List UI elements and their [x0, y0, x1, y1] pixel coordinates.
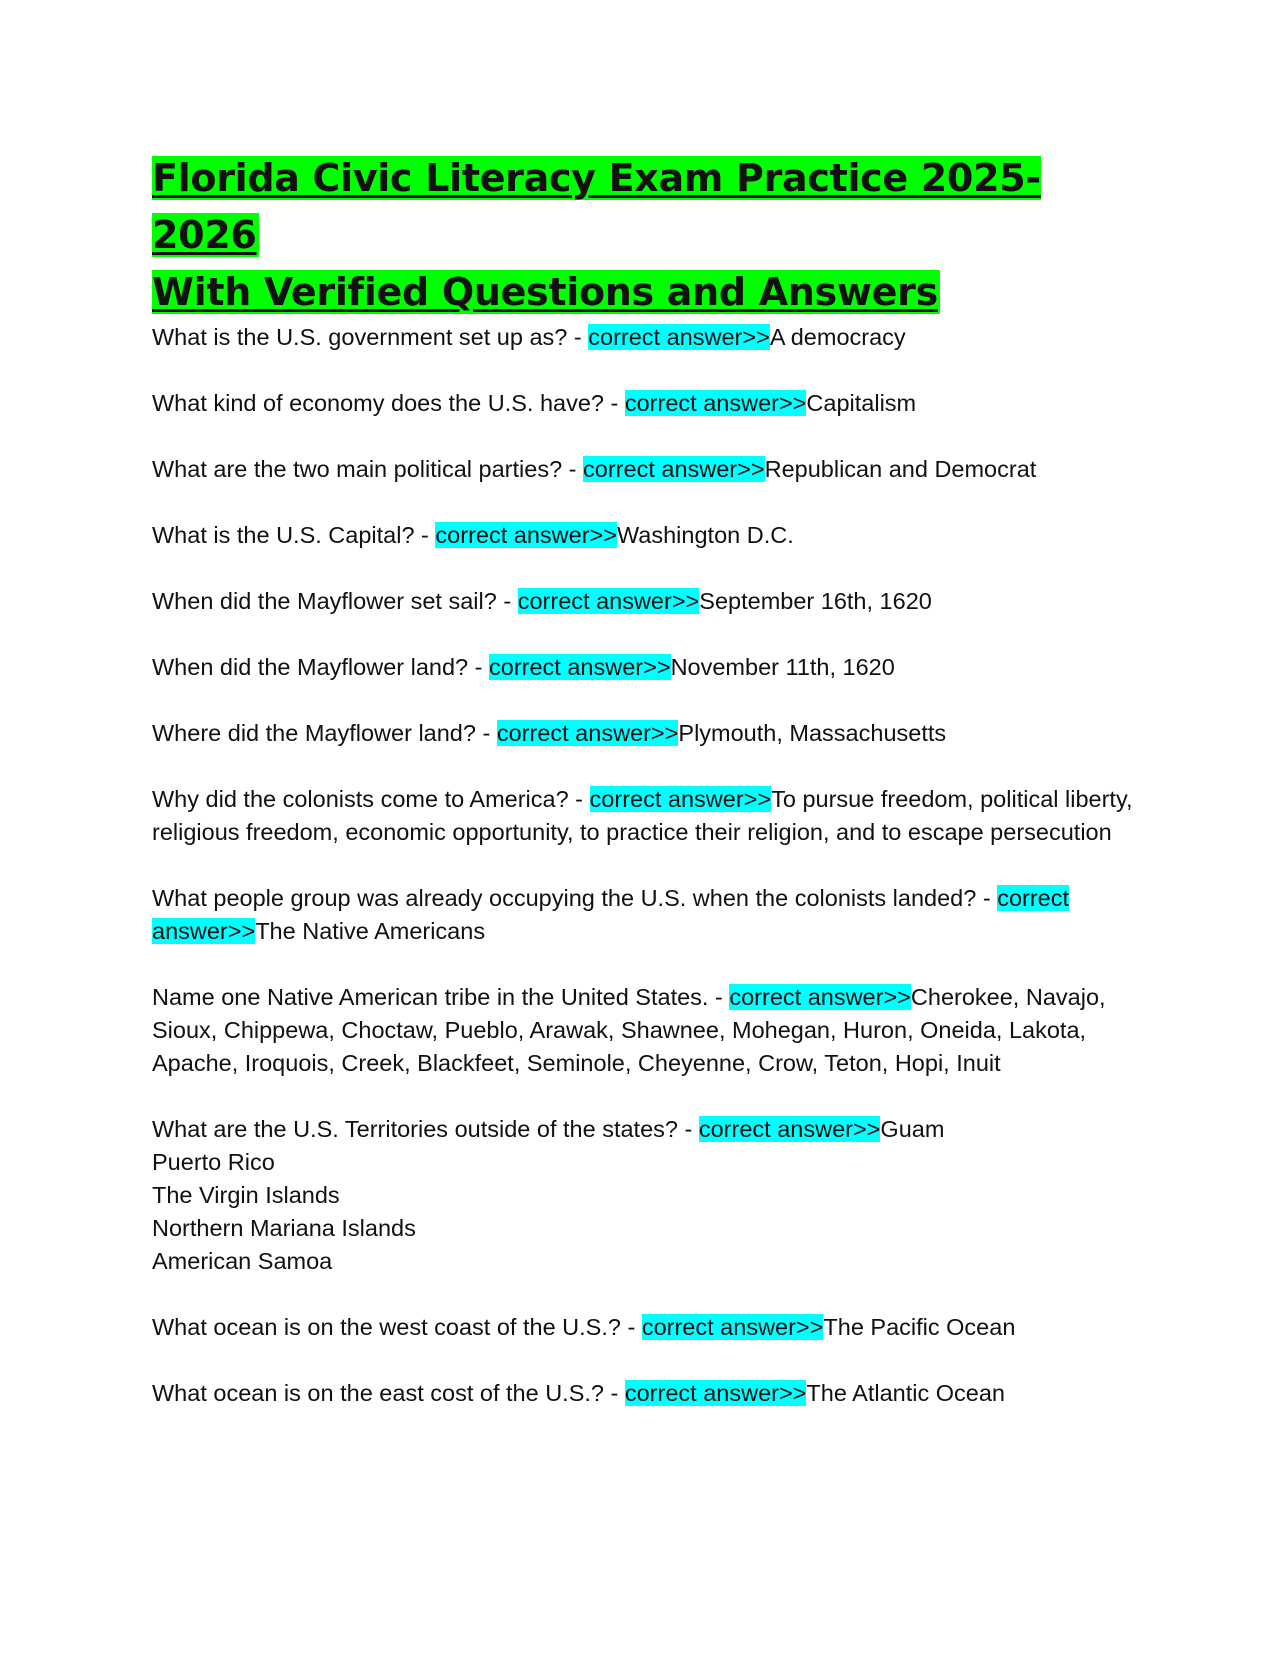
answer-marker-highlight: correct answer>>	[588, 324, 770, 350]
answer-marker-highlight: correct answer>>	[435, 522, 617, 548]
question-text: What is the U.S. Capital? -	[152, 522, 436, 548]
question-text: When did the Mayflower land? -	[152, 654, 489, 680]
answer-marker-highlight: correct answer>>	[489, 654, 671, 680]
qa-item	[152, 1113, 1142, 1278]
answer-text: Washington D.C.	[616, 522, 794, 548]
qa-item	[152, 387, 1142, 420]
answer-marker-highlight: correct answer>>	[729, 984, 911, 1010]
answer-text: Republican and Democrat	[764, 456, 1037, 482]
answer-marker-highlight: correct answer>>	[641, 1314, 824, 1340]
answer-text: The Native Americans	[255, 918, 486, 944]
qa-item	[152, 585, 1142, 618]
answer-marker-highlight: correct answer>>	[517, 588, 700, 614]
answer-marker-highlight: correct answer>>	[496, 720, 679, 746]
question-text: What is the U.S. government set up as? -	[152, 324, 589, 350]
answer-text: September 16th, 1620	[699, 588, 932, 614]
title-line-1: Florida Civic Literacy Exam Practice 2025-2026	[152, 156, 1041, 257]
answer-text: Cherokee, Navajo, Sioux, Chippewa, Choctaw, Pueblo, Arawak, Shawnee, Mohegan, Huron, Oneida, Lakota, Apache, Iroquois, Creek, Blackfeet, Seminole, Cheyenne, Crow, Teton, Hopi, Inuit	[152, 984, 1106, 1076]
answer-text: Guam Puerto Rico The Virgin Islands Northern Mariana Islands American Samoa	[152, 1116, 945, 1274]
qa-item	[152, 1377, 1142, 1410]
answer-text: Plymouth, Massachusetts	[678, 720, 947, 746]
qa-item	[152, 882, 1142, 948]
qa-item	[152, 717, 1142, 750]
title-line-2: With Verified Questions and Answers	[152, 270, 938, 314]
qa-item	[152, 321, 1142, 354]
qa-item	[152, 651, 1142, 684]
question-text: Where did the Mayflower land? -	[152, 720, 497, 746]
answer-marker-highlight: correct answer>>	[698, 1116, 881, 1142]
answer-text: November 11th, 1620	[670, 654, 895, 680]
answer-marker-highlight: correct answer>>	[152, 885, 1070, 944]
qa-item	[152, 453, 1142, 486]
question-text: Name one Native American tribe in the United States. -	[152, 984, 730, 1010]
answer-text: Capitalism	[806, 390, 917, 416]
qa-item	[152, 519, 1142, 552]
answer-marker-highlight: correct answer>>	[624, 1380, 807, 1406]
answer-text: The Pacific Ocean	[823, 1314, 1016, 1340]
question-text: What kind of economy does the U.S. have? -	[152, 390, 625, 416]
document-page	[152, 150, 1142, 1443]
qa-item	[152, 783, 1142, 849]
answer-text: The Atlantic Ocean	[806, 1380, 1005, 1406]
question-text: What ocean is on the east cost of the U.S.? -	[152, 1380, 625, 1406]
qa-item	[152, 1311, 1142, 1344]
qa-item	[152, 981, 1142, 1080]
question-text: When did the Mayflower set sail? -	[152, 588, 518, 614]
answer-marker-highlight: correct answer>>	[624, 390, 807, 416]
answer-text: A democracy	[769, 324, 906, 350]
question-text: What people group was already occupying the U.S. when the colonists landed? -	[152, 885, 998, 911]
answer-marker-highlight: correct answer>>	[583, 456, 765, 482]
document-title	[152, 150, 1142, 321]
question-text: What ocean is on the west coast of the U.S.? -	[152, 1314, 642, 1340]
answer-text: To pursue freedom, political liberty, religious freedom, economic opportunity, to practice their religion, and to escape persecution	[152, 786, 1133, 845]
question-text: What are the U.S. Territories outside of the states? -	[152, 1116, 699, 1142]
question-text: Why did the colonists come to America? -	[152, 786, 590, 812]
question-answer-list	[152, 321, 1142, 1410]
question-text: What are the two main political parties? -	[152, 456, 584, 482]
answer-marker-highlight: correct answer>>	[589, 786, 772, 812]
